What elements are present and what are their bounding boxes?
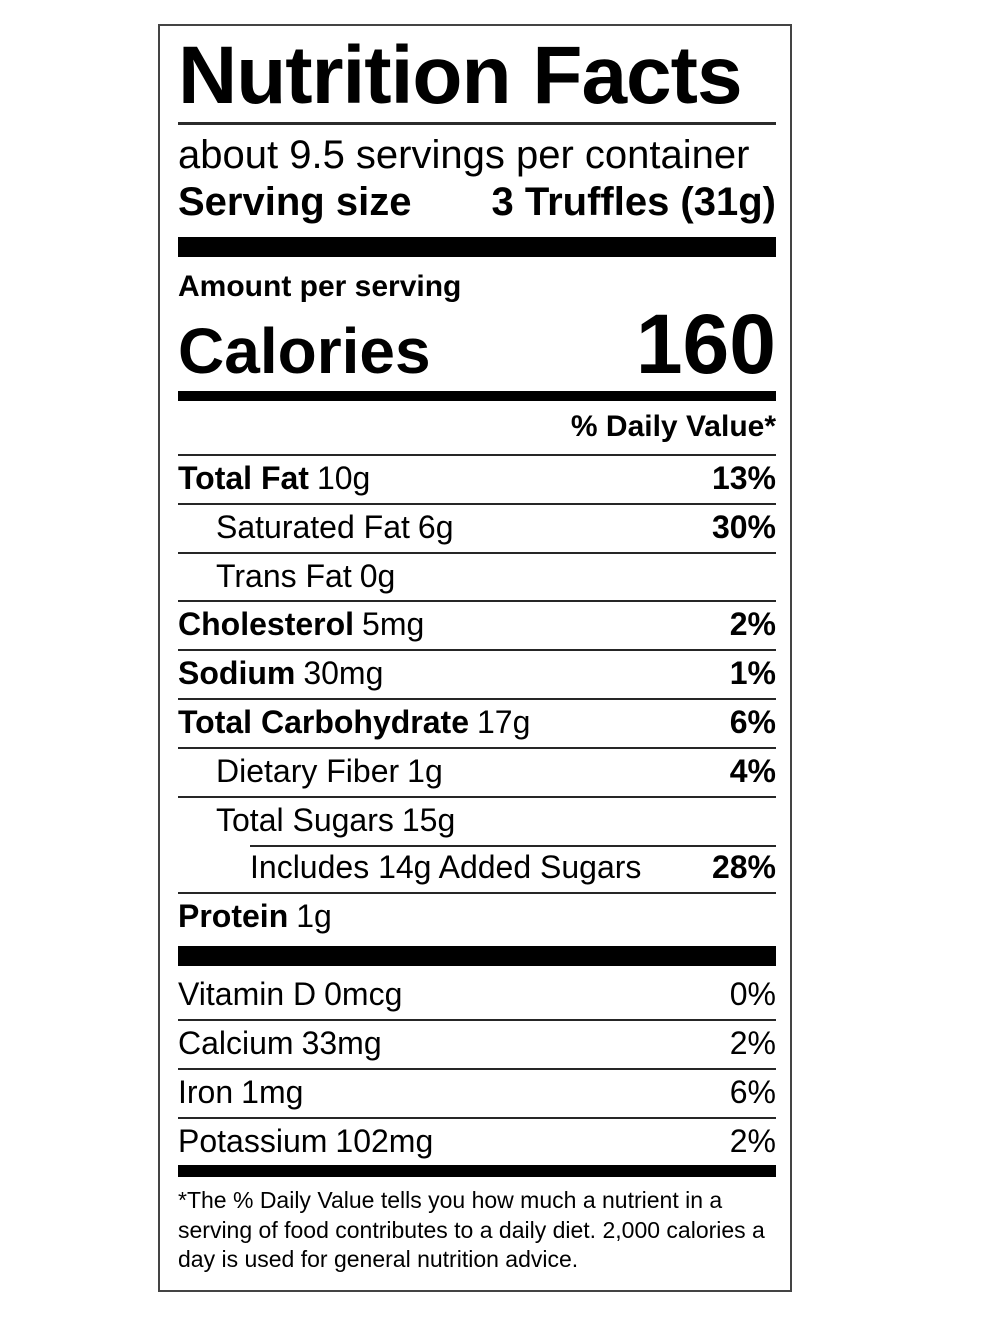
nutrient-row-total-carbohydrate	[178, 698, 776, 747]
nutrient-name-amount: Iron 1mg	[178, 1073, 304, 1110]
nutrient-name-amount: Trans Fat 0g	[216, 557, 396, 594]
nutrient-name-amount: Cholesterol 5mg	[178, 606, 425, 643]
nutrition-facts-label	[158, 24, 792, 1292]
nutrient-name-amount: Sodium 30mg	[178, 655, 384, 692]
micronutrient-row-calcium	[178, 1019, 776, 1068]
nutrient-dv: 1%	[729, 655, 776, 692]
nutrient-dv: 2%	[729, 606, 776, 643]
nutrient-dv: 2%	[729, 1024, 776, 1061]
nutrient-row-protein	[178, 892, 776, 941]
nutrient-name-amount: Total Carbohydrate 17g	[178, 704, 531, 741]
nutrient-dv: 0%	[729, 975, 776, 1012]
nutrient-row-total-fat	[178, 454, 776, 503]
micronutrient-row-vitamin-d	[178, 972, 776, 1019]
title-divider	[178, 122, 776, 125]
nutrient-dv: 2%	[729, 1122, 776, 1159]
nutrient-name-amount: Potassium 102mg	[178, 1122, 434, 1159]
calories-divider	[178, 391, 776, 401]
nutrient-name-amount: Total Fat 10g	[178, 459, 371, 496]
thick-divider-middle	[178, 946, 776, 966]
calories-value: 160	[635, 296, 776, 391]
micronutrient-row-iron	[178, 1068, 776, 1117]
serving-size-row	[178, 180, 776, 225]
nutrient-name-amount: Protein 1g	[178, 897, 332, 934]
nutrient-name-amount: Total Sugars 15g	[216, 802, 456, 839]
thick-divider-bottom	[178, 1165, 776, 1177]
amount-per-serving-label: Amount per serving	[178, 269, 462, 303]
nutrient-dv: 28%	[711, 849, 776, 885]
nutrient-dv: 30%	[711, 508, 776, 545]
micronutrient-row-potassium	[178, 1117, 776, 1166]
nutrient-dv: 6%	[729, 1073, 776, 1110]
daily-value-header: % Daily Value*	[570, 409, 776, 443]
calories-label: Calories	[178, 314, 431, 387]
thick-divider-top	[178, 237, 776, 257]
daily-value-footnote: *The % Daily Value tells you how much a nutrient in a serving of food contributes to a daily diet. 2,000 calories a day is used for general nutrition advice.	[178, 1187, 765, 1272]
serving-size-label: Serving size	[178, 180, 412, 225]
servings-per-container: about 9.5 servings per container	[178, 133, 750, 178]
label-title: Nutrition Facts	[178, 30, 742, 121]
nutrient-name-amount: Saturated Fat 6g	[216, 508, 454, 545]
nutrient-name-amount: Calcium 33mg	[178, 1024, 382, 1061]
nutrient-dv: 13%	[711, 459, 776, 496]
nutrient-name-amount: Includes 14g Added Sugars	[250, 849, 642, 885]
serving-size-value: 3 Truffles (31g)	[491, 180, 776, 225]
nutrient-row-saturated-fat	[178, 503, 776, 552]
nutrient-row-total-sugars	[178, 796, 776, 845]
nutrient-name-amount: Vitamin D 0mcg	[178, 975, 403, 1012]
nutrient-row-trans-fat	[178, 552, 776, 601]
nutrient-row-dietary-fiber	[178, 747, 776, 796]
nutrient-row-added-sugars	[178, 845, 776, 892]
nutrient-dv: 6%	[729, 704, 776, 741]
nutrient-dv: 4%	[729, 753, 776, 790]
nutrient-name-amount: Dietary Fiber 1g	[216, 753, 443, 790]
nutrient-row-cholesterol	[178, 600, 776, 649]
calories-row	[178, 296, 776, 391]
nutrient-row-sodium	[178, 649, 776, 698]
